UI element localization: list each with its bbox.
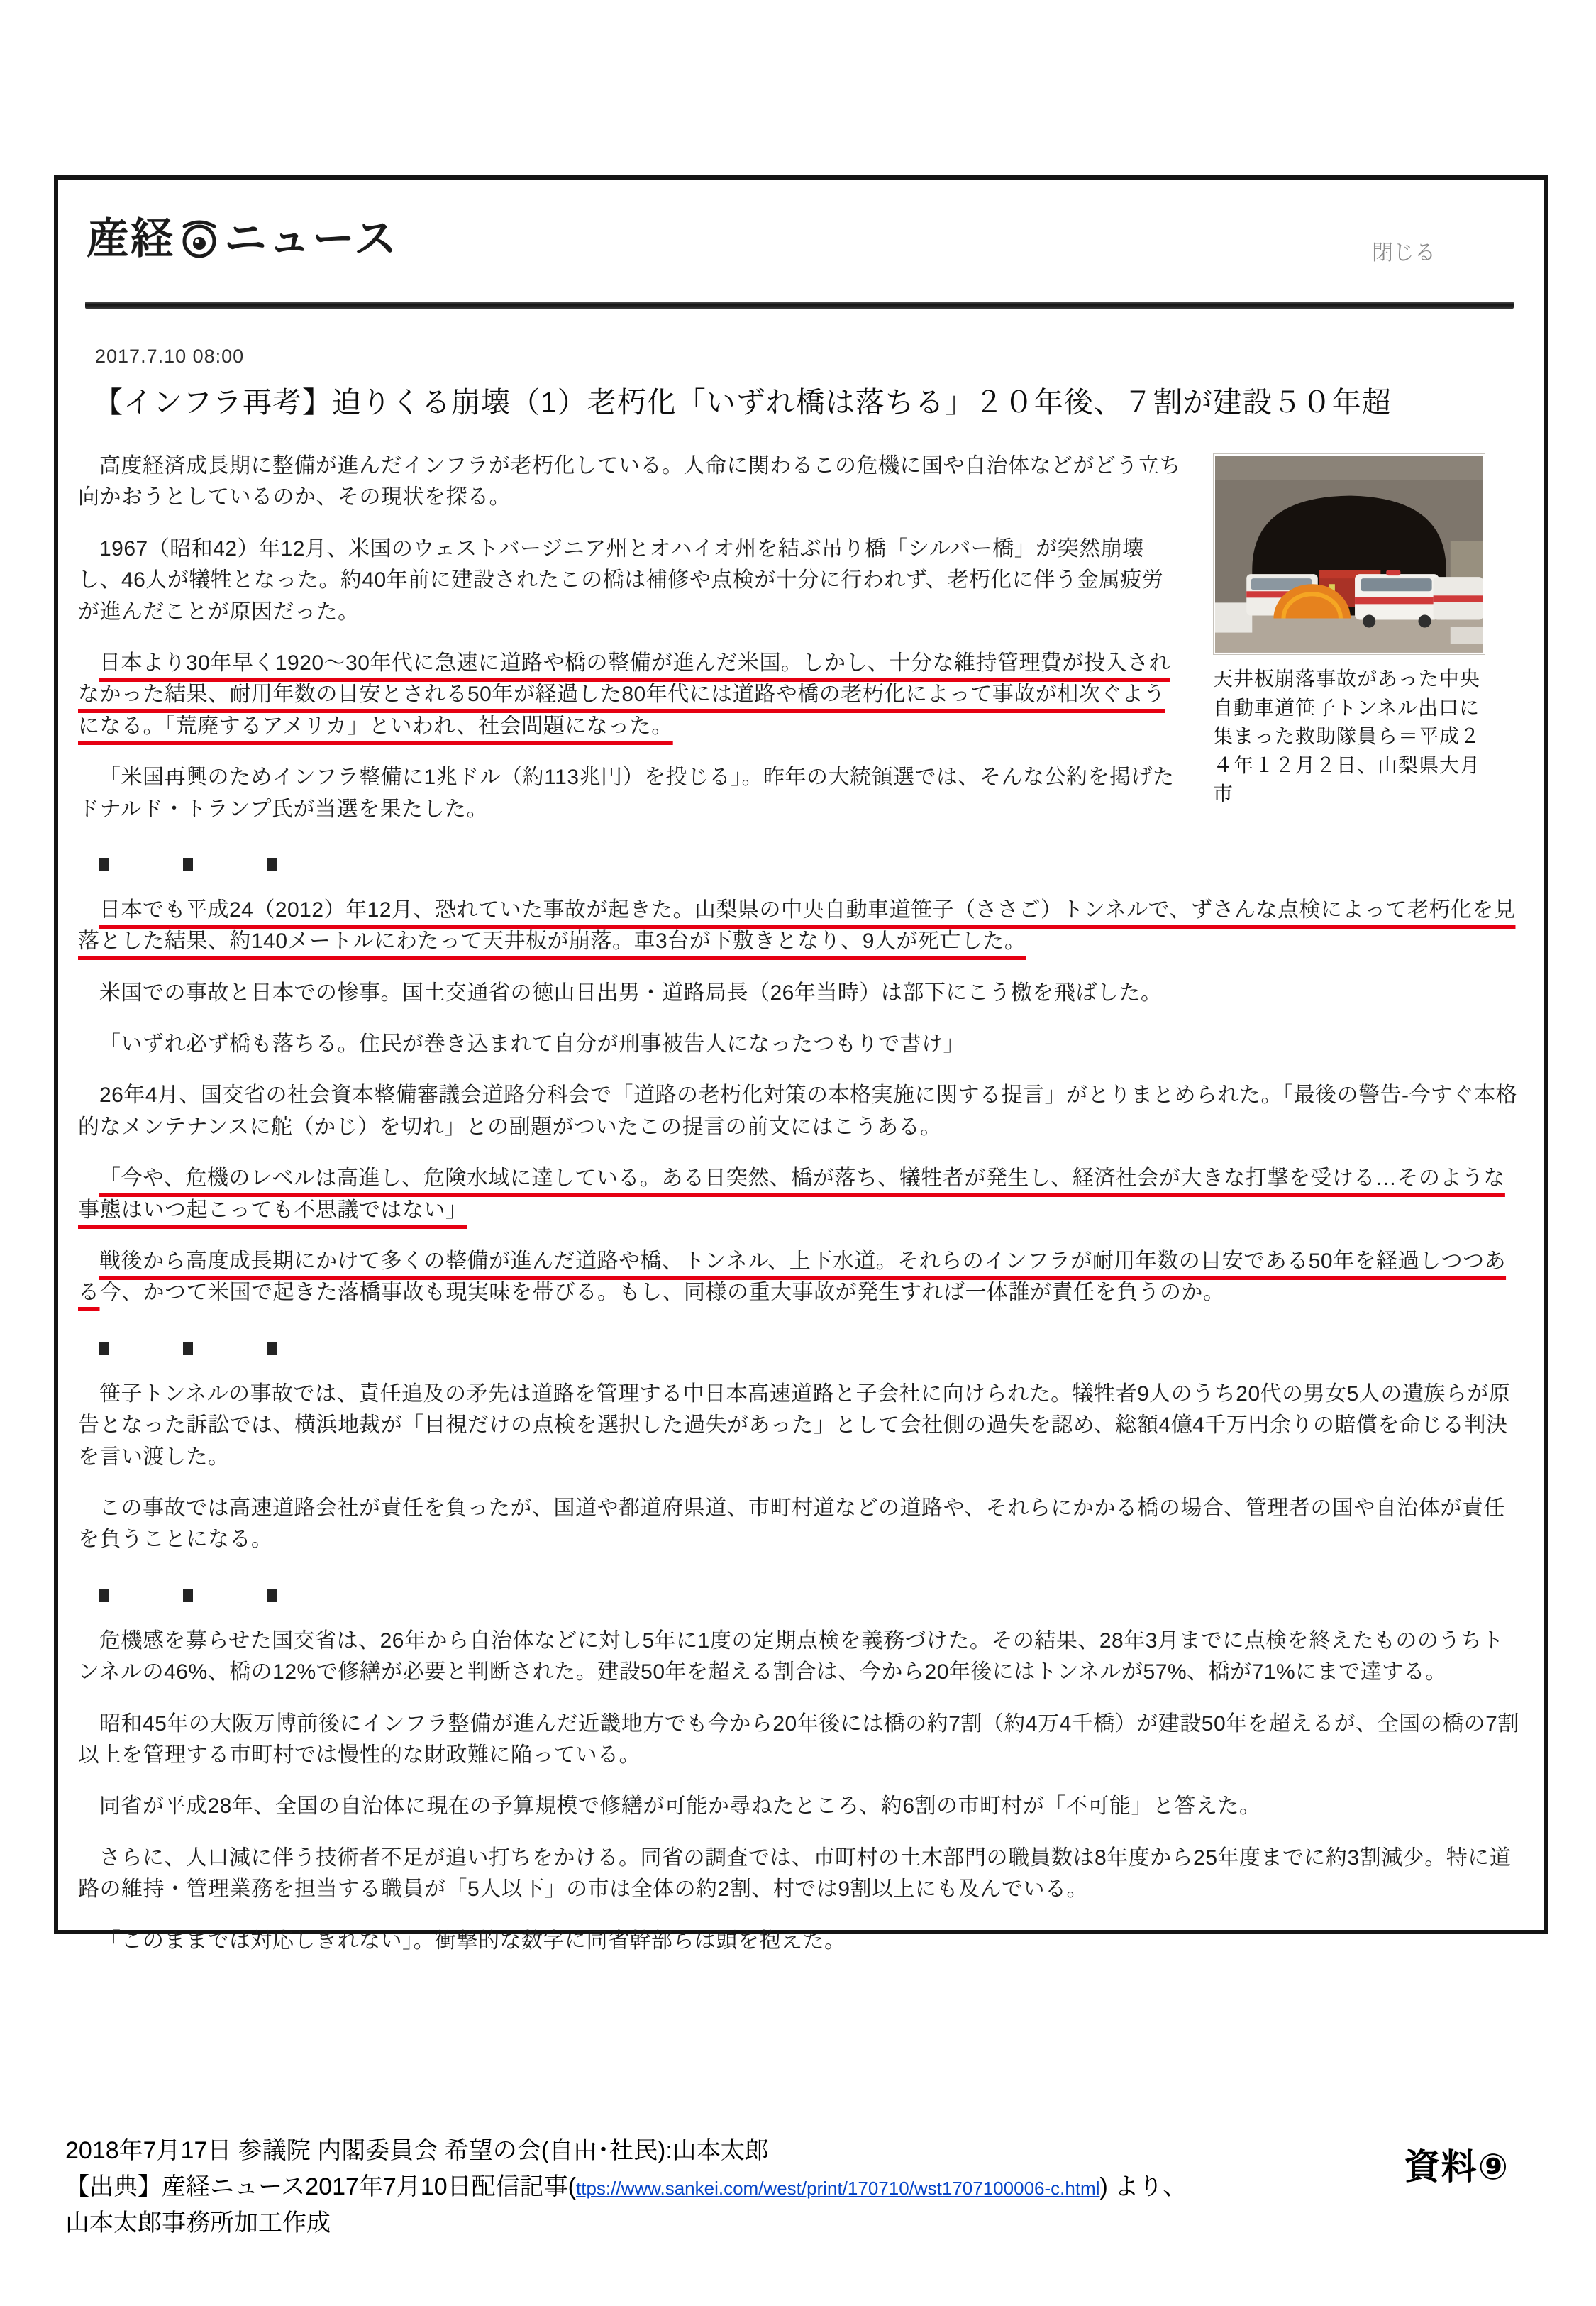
separator-square-icon [267, 1589, 277, 1602]
red-underlined-text: 「今や、危機のレベルは高進し、危険水域に達している。ある日突然、橋が落ち、犠牲者が発生し、経済社会が大きな打撃を受ける…そのような事態はいつ起こっても不思議ではない」 [78, 1166, 1505, 1222]
header-divider [85, 302, 1514, 309]
article-paragraph [78, 978, 1519, 1009]
body-text: 笹子トンネルの事故では、責任追及の矛先は道路を管理する中日本高速道路と子会社に向けられた。犠牲者9人のうち20代の男女5人の遺族らが原告となった訴訟では、横浜地裁が「目視だけの点検を選択した過失があった」として会社側の過失を認め、総額4億4千万円余りの賠償を命じる判決を言い渡した。 [78, 1381, 1511, 1469]
logo-text-news: ニュース [224, 215, 398, 263]
photo-figure [1213, 453, 1485, 809]
separator-square-icon [99, 1589, 109, 1602]
red-underlined-text: 日本より30年早く1920～30年代に急速に道路や橋の整備が進んだ米国。しかし、十分な維持管理費が投入されなかった結果、耐用年数の目安とされる50年が経過した80年代には道路や橋の老朽化によって事故が相次ぐようになる。「荒廃するアメリカ」といわれ、社会問題になった。 [78, 651, 1170, 738]
section-separator [99, 1580, 1519, 1596]
sankei-logo [87, 205, 398, 266]
separator-square-icon [99, 858, 109, 871]
separator-square-icon [267, 1342, 277, 1355]
body-text: 高度経済成長期に整備が進んだインフラが老朽化している。人命に関わるこの危機に国や自治体などがどう立ち向かおうとしているのか、その現状を探る。 [78, 454, 1181, 509]
footer-attribution [65, 2133, 1528, 2241]
doc-number-label: 資料⑨ [1404, 2147, 1509, 2187]
section-separator [99, 849, 1519, 865]
logo-text-sankei: 産経 [87, 215, 174, 263]
tunnel-accident-photo [1213, 453, 1485, 655]
article-paragraph [78, 1379, 1519, 1473]
separator-square-icon [183, 858, 193, 871]
article-date: 2017.7.10 08:00 [95, 346, 245, 367]
footer-line3: 山本太郎事務所加工作成 [65, 2210, 331, 2236]
article-body [78, 451, 1519, 1957]
source-suffix: ) より、 [1099, 2173, 1187, 2200]
article-paragraph [78, 1080, 1519, 1143]
sankei-eye-icon [179, 215, 220, 260]
body-text: さらに、人口減に伴う技術者不足が追い打ちをかける。同省の調査では、市町村の土木部門の職員数は8年度から25年度までに約3割減少。特に道路の維持・管理業務を担当する職員が「5人以下」の市は全体の約2割、村では9割以上にも及んでいる。 [78, 1846, 1512, 1902]
article-paragraph [78, 1163, 1519, 1226]
close-button[interactable]: 閉じる [1372, 241, 1436, 265]
article-paragraph [78, 1843, 1519, 1906]
article-paragraph [78, 1493, 1519, 1556]
body-text: 「このままでは対応しきれない」。衝撃的な数字に同省幹部らは頭を抱えた。 [99, 1929, 846, 1953]
body-text: この事故では高速道路会社が責任を負ったが、国道や都道府県道、市町村道などの道路や、それらにかかる橋の場合、管理者の国や自治体が責任を負うことになる。 [78, 1496, 1505, 1552]
body-text: 「米国再興のためインフラ整備に1兆ドル（約113兆円）を投じる」。昨年の大統領選では、そんな公約を掲げたドナルド・トランプ氏が当選を果たした。 [78, 766, 1175, 821]
article-paragraph [78, 1246, 1519, 1309]
photo-caption: 天井板崩落事故があった中央自動車道笹子トンネル出口に集まった救助隊員ら＝平成２４年１２月２日、山梨県大月市 [1213, 668, 1481, 805]
body-text: 今、かつて米国で起きた落橋事故も現実味を帯びる。もし、同様の重大事故が発生すれば一体誰が責任を負うのか。 [99, 1281, 1225, 1305]
article-paragraph [78, 1926, 1519, 1957]
source-prefix: 【出典】産経ニュース2017年7月10日配信記事( [65, 2173, 576, 2200]
article-paragraph [78, 1709, 1519, 1772]
body-text: 危機感を募らせた国交省は、26年から自治体などに対し5年に1度の定期点検を義務づけた。その結果、28年3月までに点検を終えたもののうちトンネルの46%、橋の12%で修繕が必要と判断された。建設50年を超える割合は、今から20年後にはトンネルが57%、橋が71%にまで達する。 [78, 1628, 1504, 1684]
article-paragraph [78, 1029, 1519, 1060]
separator-square-icon [267, 858, 277, 871]
body-text: 同省が平成28年、全国の自治体に現在の予算規模で修繕が可能か尋ねたところ、約6割の市町村が「不可能」と答えた。 [99, 1794, 1261, 1819]
article-header [77, 198, 1519, 266]
footer-line1: 2018年7月17日 参議院 内閣委員会 希望の会(自由･社民):山本太郎 [65, 2137, 769, 2164]
article-title: 【インフラ再考】迫りくる崩壊（1）老朽化「いずれ橋は落ちる」２０年後、７割が建設５０年超 [94, 386, 1392, 419]
source-url-link[interactable]: ttps://www.sankei.com/west/print/170710/wst1707100006-c.html [576, 2178, 1100, 2199]
red-underlined-text: 戦後から高度成長期にかけて多くの整備が進んだ道路や橋、トンネル、上下水道。それらのインフラが耐用年数の目安である50年を経過しつつある [78, 1249, 1507, 1305]
body-text: 昭和45年の大阪万博前後にインフラ整備が進んだ近畿地方でも今から20年後には橋の約7割（約4万4千橋）が建設50年を超えるが、全国の橋の7割以上を管理する市町村では慢性的な財政難に陥っている。 [78, 1711, 1519, 1767]
body-text: 26年4月、国交省の社会資本整備審議会道路分科会で「道路の老朽化対策の本格実施に関する提言」がとりまとめられた。「最後の警告-今すぐ本格的なメンテナンスに舵（かじ）を切れ」との副題がついたこの提言の前文にはこうある。 [78, 1083, 1518, 1139]
section-separator [99, 1333, 1519, 1349]
footer-text-block [65, 2133, 1187, 2241]
body-text: 「いずれ必ず橋も落ちる。住民が巻き込まれて自分が刑事被告人になったつもりで書け」 [99, 1032, 965, 1057]
article-paragraph [78, 1791, 1519, 1822]
article-paragraph [78, 895, 1519, 958]
separator-square-icon [183, 1589, 193, 1602]
separator-square-icon [183, 1342, 193, 1355]
body-text: 米国での事故と日本での惨事。国土交通省の徳山日出男・道路局長（26年当時）は部下にこう檄を飛ばした。 [99, 981, 1163, 1005]
body-text: 1967（昭和42）年12月、米国のウェストバージニア州とオハイオ州を結ぶ吊り橋「シルバー橋」が突然崩壊し、46人が犠牲となった。約40年前に建設されたこの橋は補修や点検が十分に行われず、老朽化に伴う金属疲労が進んだことが原因だった。 [78, 536, 1164, 624]
article-frame [54, 175, 1548, 1953]
separator-square-icon [99, 1342, 109, 1355]
article-paragraph [78, 1626, 1519, 1689]
footer-source-line [65, 2169, 1187, 2205]
red-underlined-text: 日本でも平成24（2012）年12月、恐れていた事故が起きた。山梨県の中央自動車道笹子（ささご）トンネルで、ずさんな点検によって老朽化を見落とした結果、約140メートルにわたって天井板が崩落。車3台が下敷きとなり、9人が死亡した。 [78, 898, 1516, 954]
